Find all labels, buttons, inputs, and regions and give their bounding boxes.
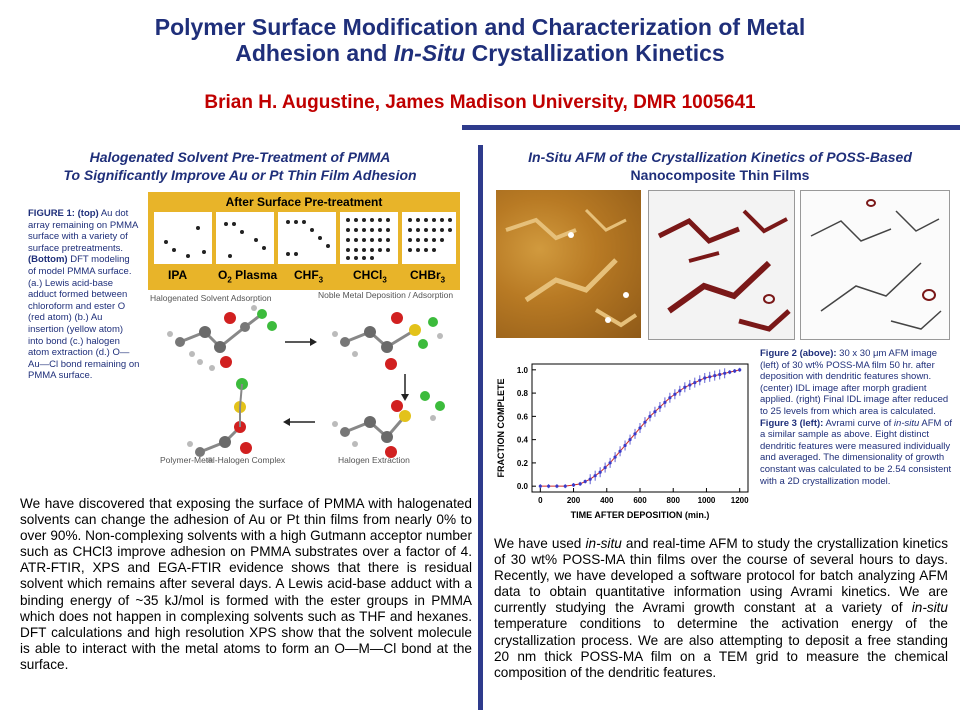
title-line-1: Polymer Surface Modification and Characterization of Metal bbox=[154, 14, 806, 40]
x-tick-label: 800 bbox=[666, 496, 680, 505]
data-point bbox=[589, 478, 592, 481]
label-chbr3-text: CHBr bbox=[410, 268, 441, 282]
right-paragraph-italic-1: in-situ bbox=[585, 536, 622, 551]
data-point bbox=[594, 474, 597, 477]
molecule-c bbox=[332, 391, 445, 458]
x-tick-label: 600 bbox=[633, 496, 647, 505]
dot-array-chbr3 bbox=[402, 212, 456, 264]
right-heading-line-1 bbox=[490, 148, 950, 166]
arrow-head-b-c bbox=[401, 394, 409, 401]
data-point bbox=[703, 376, 706, 379]
afm-image-morph bbox=[648, 190, 795, 340]
title-line-2-a: Adhesion and bbox=[235, 40, 394, 66]
figure1-sub-right: Noble Metal Deposition / Adsorption bbox=[318, 290, 454, 300]
data-point bbox=[668, 396, 671, 399]
label-chcl3 bbox=[353, 268, 387, 284]
label-chf3-text: CHF bbox=[294, 268, 319, 282]
data-point bbox=[608, 461, 611, 464]
data-point bbox=[555, 485, 558, 488]
data-point bbox=[613, 455, 616, 458]
dot-array-o2-svg bbox=[216, 212, 274, 264]
left-paragraph: We have discovered that exposing the surface of PMMA with halogenated solvents can change the adhesion of Au or Pt thin films from nearly 0% to over 90%. Non-complexing solvents with a high Gutmann acceptor number such as CHCl3 improve adhesion on PMMA substrates over a factor of 4. ATR-FTIR, XPS and EGA-FTIR evidence shows that there is residual solvent which remains after several days. A Lewis acid-base adduct with a binding energy of ~35 kJ/mol is formed with the ester groups in PMMA which does not happen in complexing solvents such as THF and hexanes. DFT calculations and high resolution XPS show that the solvent molecule is able to interact with the metal atoms to form an O—M—Cl bond at the surface. bbox=[20, 496, 472, 672]
figure3-caption-text-a: Avrami curve of bbox=[823, 417, 894, 429]
figure1-bottom-left: Polymer-Metal-Halogen Complex bbox=[160, 455, 286, 465]
x-tick-label: 1000 bbox=[697, 496, 716, 505]
data-point bbox=[683, 386, 686, 389]
figure1-caption-label: FIGURE 1: bbox=[28, 208, 78, 219]
x-tick-label: 200 bbox=[566, 496, 581, 505]
right-paragraph-c: temperature conditions to determine the activation energy of the crystallization process. We are also attempting to deposit a free standing 20 nm thick POSS-MA film on a TEM grid to measure the chemical composition of the dendritic features. bbox=[494, 616, 948, 680]
left-heading-line-2: To Significantly Improve Au or Pt Thin Film Adhesion bbox=[63, 167, 417, 183]
label-o2-sub: 2 bbox=[227, 275, 232, 285]
figure1-dot-array-panel bbox=[148, 192, 460, 290]
molecule-a bbox=[167, 305, 277, 371]
right-heading-line-2: Nanocomposite Thin Films bbox=[630, 167, 810, 183]
column-divider bbox=[478, 145, 483, 710]
arrow-head-a-b bbox=[310, 338, 317, 346]
right-paragraph-italic-2: in-situ bbox=[911, 600, 948, 616]
data-point bbox=[658, 405, 661, 408]
data-point bbox=[713, 374, 716, 377]
label-chf3 bbox=[294, 268, 323, 284]
dot-array-chbr3-svg bbox=[402, 212, 456, 264]
author-line: Brian H. Augustine, James Madison University, DMR 1005641 bbox=[204, 92, 756, 113]
data-point bbox=[673, 393, 676, 396]
avrami-chart bbox=[490, 350, 758, 522]
data-point bbox=[738, 368, 741, 371]
right-paragraph bbox=[494, 536, 948, 681]
label-chbr3-sub: 3 bbox=[440, 275, 446, 285]
data-point bbox=[623, 444, 626, 447]
dot-array-chcl3 bbox=[340, 212, 398, 264]
data-point bbox=[539, 485, 542, 488]
data-point bbox=[688, 383, 691, 386]
figure1-caption-top: (top) bbox=[77, 208, 99, 219]
right-paragraph-b: and real-time AFM to study the crystallization kinetics of 30 wt% POSS-MA thin films over the course of several hours to days. Recently, we have developed a software protocol for batch analyzing AFM data to obtain quantitative information using Avrami kinetics. We are currently studying the Avrami growth constant at a variety of bbox=[494, 536, 949, 616]
data-point bbox=[599, 471, 602, 474]
data-point bbox=[678, 389, 681, 392]
y-tick-label: 0.4 bbox=[516, 435, 528, 445]
dot-array-chcl3-svg bbox=[340, 212, 398, 264]
afm-image-final bbox=[800, 190, 950, 340]
title-line-2-italic: In-Situ bbox=[393, 40, 466, 66]
data-point bbox=[584, 480, 587, 483]
figure2-caption bbox=[760, 348, 952, 487]
y-tick-label: 0.6 bbox=[516, 412, 528, 422]
y-tick-label: 0.2 bbox=[516, 458, 528, 468]
x-tick-label: 1200 bbox=[730, 496, 749, 505]
figure1-bottom-right: Halogen Extraction bbox=[338, 455, 410, 465]
figure3-caption-italic: in-situ bbox=[893, 417, 920, 429]
dot-array-ipa-svg bbox=[154, 212, 212, 264]
figure3-caption-text-b: AFM of a similar sample as above. Eight distinct dendritic features were measured individually and averaged. The dimensionality of growth constant was calculated to be 2.54 consistent with a 2D crystallization model. bbox=[760, 417, 952, 487]
data-point bbox=[618, 450, 621, 453]
data-point bbox=[698, 379, 701, 382]
figure1-sub-left: Halogenated Solvent Adsorption bbox=[150, 293, 272, 303]
top-rule bbox=[462, 125, 960, 130]
x-tick-label: 0 bbox=[538, 496, 543, 505]
title-line-2 bbox=[0, 40, 960, 66]
afm-image-raw bbox=[496, 190, 641, 338]
data-point bbox=[579, 482, 582, 485]
right-paragraph-a: We have used bbox=[494, 536, 586, 551]
figure1-caption-text-b: DFT modeling of model PMMA surface. (a.) Lewis acid-base adduct formed between chloroform and ester O (red atom) (b.) Au insertion (yellow atom) into bond (c.) halogen atom extraction (d.) O—Au—Cl bond remaining on PMMA surface. bbox=[28, 254, 140, 382]
data-point bbox=[564, 485, 567, 488]
y-tick-label: 0.0 bbox=[516, 482, 528, 492]
left-heading-line-1: Halogenated Solvent Pre-Treatment of PMMA bbox=[89, 149, 391, 165]
dot-array-ipa bbox=[154, 212, 212, 264]
label-o2-plasma bbox=[218, 268, 277, 284]
label-chbr3 bbox=[410, 268, 445, 284]
data-point bbox=[604, 466, 607, 469]
label-o2-o: O bbox=[218, 268, 228, 282]
figure2-caption-label: Figure 2 (above): bbox=[760, 348, 837, 359]
y-tick-label: 1.0 bbox=[516, 365, 528, 375]
data-point bbox=[638, 426, 641, 429]
afm-morph-dendrites bbox=[649, 191, 794, 339]
label-o2-plasma-text: Plasma bbox=[231, 268, 278, 282]
dft-molecule-diagram bbox=[150, 302, 462, 462]
data-point bbox=[572, 483, 575, 486]
label-chcl3-sub: 3 bbox=[382, 275, 387, 285]
x-tick-label: 400 bbox=[600, 496, 614, 505]
data-point bbox=[723, 372, 726, 375]
figure1-caption-bottom: (Bottom) bbox=[28, 254, 68, 266]
data-point bbox=[547, 485, 550, 488]
arrow-head-c-d bbox=[283, 418, 290, 426]
slide-title bbox=[0, 14, 960, 66]
data-point bbox=[653, 410, 656, 413]
right-section-heading bbox=[490, 148, 950, 184]
label-chf3-sub: 3 bbox=[318, 275, 324, 285]
figure1-caption-text-a: Au dot array remaining on PMMA surface with a variety of surface pretreatments. bbox=[28, 208, 138, 254]
data-point bbox=[718, 373, 721, 376]
data-point bbox=[648, 415, 651, 418]
figure1-panel-title: After Surface Pre-treatment bbox=[225, 195, 383, 209]
right-heading-italic: In-Situ bbox=[528, 149, 572, 165]
label-ipa: IPA bbox=[168, 268, 188, 282]
data-point bbox=[628, 438, 631, 441]
molecule-b bbox=[332, 312, 443, 370]
data-point bbox=[708, 375, 711, 378]
data-point bbox=[663, 401, 666, 404]
right-heading-a: AFM of the Crystallization Kinetics of POSS-Based bbox=[571, 149, 912, 165]
y-axis-label: FRACTION COMPLETE bbox=[496, 378, 506, 478]
dot-array-o2-plasma bbox=[216, 212, 274, 264]
data-point bbox=[633, 432, 636, 435]
title-line-2-b: Crystallization Kinetics bbox=[465, 40, 725, 66]
y-tick-label: 0.8 bbox=[516, 389, 528, 399]
figure2-caption-text: 30 x 30 μm AFM image (left) of 30 wt% POSS-MA film 50 hr. after deposition with dendritic features shown. (center) IDL image after morph gradient applied. (right) Final IDL image after reduced to 25 levels from which area is calculated. bbox=[760, 348, 949, 417]
afm-raw-dendrites bbox=[496, 190, 641, 338]
data-point bbox=[728, 371, 731, 374]
left-section-heading bbox=[20, 148, 460, 184]
molecule-d bbox=[187, 378, 252, 462]
figure3-caption-label: Figure 3 (left): bbox=[760, 417, 824, 429]
x-axis-label: TIME AFTER DEPOSITION (min.) bbox=[570, 510, 710, 520]
dot-array-chf3 bbox=[278, 212, 336, 264]
data-point bbox=[643, 421, 646, 424]
figure1-caption bbox=[28, 208, 140, 382]
data-point bbox=[693, 381, 696, 384]
dot-array-chf3-svg bbox=[278, 212, 336, 264]
label-chcl3-text: CHCl bbox=[353, 268, 383, 282]
afm-final-dendrites bbox=[801, 191, 949, 339]
data-point bbox=[733, 369, 736, 372]
